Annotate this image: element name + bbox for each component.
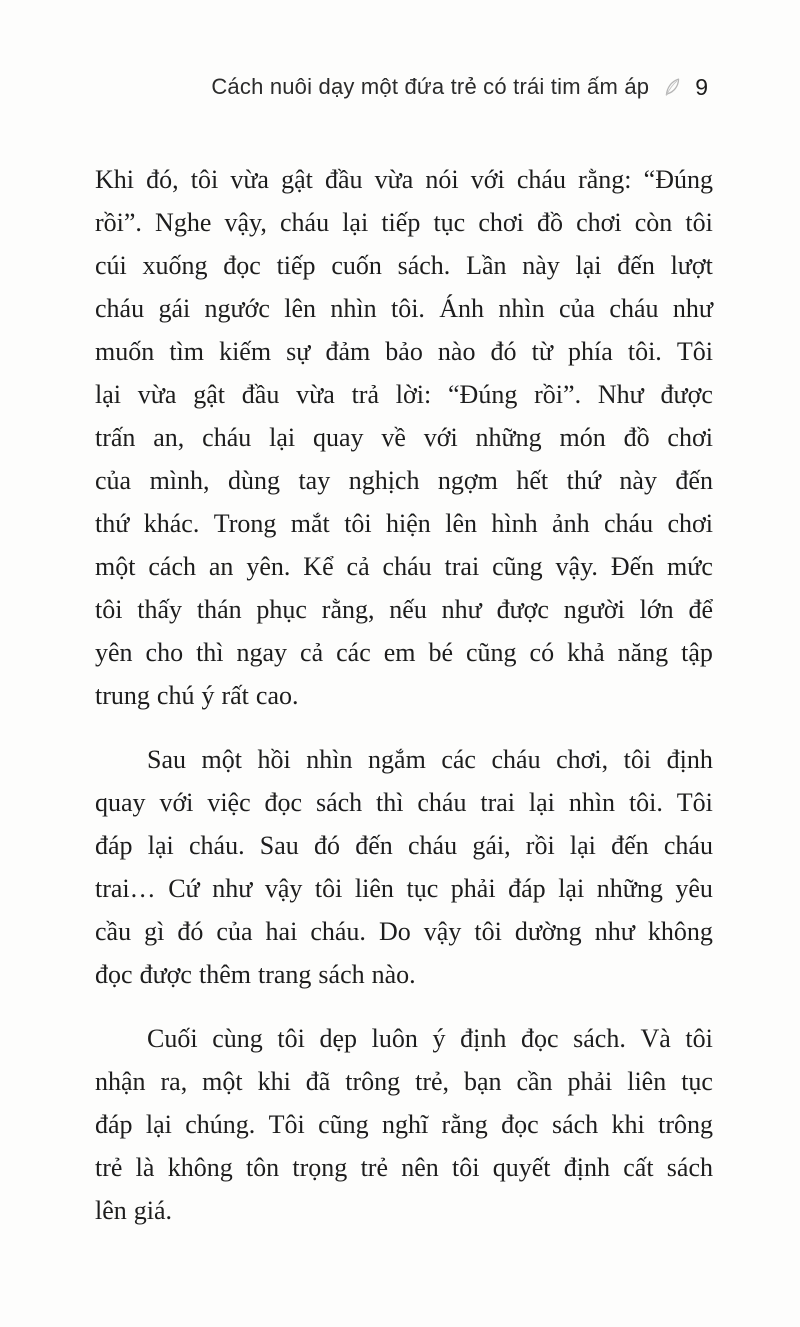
word: ngợm xyxy=(437,466,498,495)
leaf-icon xyxy=(660,75,684,99)
word: nếu xyxy=(389,595,427,624)
word: đó xyxy=(490,337,517,366)
word: em xyxy=(383,638,416,667)
text-line xyxy=(95,459,713,502)
word: đọc xyxy=(223,251,261,280)
word: rồi”. xyxy=(95,208,142,237)
word: ý xyxy=(201,681,215,710)
word: thứ xyxy=(566,466,601,495)
word: sách xyxy=(315,788,363,817)
word: như xyxy=(594,917,635,946)
word: nào xyxy=(437,337,476,366)
word: cất xyxy=(623,1153,654,1182)
word: tiếp xyxy=(276,251,316,280)
word: món xyxy=(559,423,606,452)
word: tôi xyxy=(685,1024,713,1053)
word: muốn xyxy=(95,337,155,366)
word: Lần xyxy=(466,251,507,280)
word: đến xyxy=(355,831,393,860)
word: khác. xyxy=(143,509,200,538)
word: lại xyxy=(269,423,296,452)
word: nên xyxy=(401,1153,439,1182)
word: các xyxy=(441,745,476,774)
paragraph xyxy=(95,1017,713,1232)
text-line xyxy=(95,244,713,287)
word: đến xyxy=(617,251,655,280)
word: nhìn xyxy=(306,745,353,774)
word: phải xyxy=(567,1067,613,1096)
text-line xyxy=(95,631,713,674)
word: trang xyxy=(257,960,312,989)
word: quay xyxy=(95,788,146,817)
word: Khi xyxy=(95,165,134,194)
word: Sau xyxy=(147,745,186,774)
word: này xyxy=(619,466,657,495)
word: trông xyxy=(658,1110,713,1139)
word: tôi. xyxy=(627,337,662,366)
word: cháu. xyxy=(310,917,366,946)
word: sách. xyxy=(573,1024,626,1053)
word: gật xyxy=(281,165,313,194)
word: tay xyxy=(298,466,331,495)
word: như xyxy=(672,294,713,323)
text-line xyxy=(95,287,713,330)
word: trọng xyxy=(292,1153,348,1182)
word: tôi xyxy=(623,745,652,774)
word: trai xyxy=(480,788,516,817)
word: dẹp xyxy=(319,1024,357,1053)
word: các xyxy=(336,638,371,667)
word: trai… xyxy=(95,874,156,903)
word: khả xyxy=(567,638,605,667)
word: cũng xyxy=(318,1110,369,1139)
word: hết xyxy=(516,466,549,495)
text-line xyxy=(95,1146,713,1189)
word: nhận xyxy=(95,1067,146,1096)
text-line xyxy=(95,545,713,588)
word: tục xyxy=(681,1067,713,1096)
word: cần xyxy=(516,1067,553,1096)
word: chơi xyxy=(667,423,713,452)
word: cháu xyxy=(609,294,659,323)
word: thêm xyxy=(198,960,251,989)
word: đọc xyxy=(501,1110,539,1139)
word: của xyxy=(558,294,596,323)
word: một xyxy=(202,1067,243,1096)
word: bé xyxy=(428,638,454,667)
word: khi xyxy=(257,1067,291,1096)
word: cháu xyxy=(95,294,145,323)
text-line xyxy=(95,953,713,996)
word: sách xyxy=(551,1110,599,1139)
word: chơi, xyxy=(556,745,609,774)
word: Ánh xyxy=(439,294,485,323)
word: rằng xyxy=(441,1110,488,1139)
word: an xyxy=(208,552,234,581)
word: Nghe xyxy=(155,208,212,237)
word: vừa xyxy=(230,165,269,194)
word: cháu. xyxy=(188,831,245,860)
word: kiếm xyxy=(219,337,272,366)
word: ảnh xyxy=(552,509,590,538)
text-line xyxy=(95,1103,713,1146)
paragraph xyxy=(95,158,713,717)
page-number: 9 xyxy=(695,73,708,100)
word: có xyxy=(529,638,555,667)
word: trẻ xyxy=(360,1153,388,1182)
word: đồ xyxy=(536,208,563,237)
word: lên xyxy=(445,509,477,538)
word: mức xyxy=(667,552,713,581)
word: chú xyxy=(156,681,195,710)
word: cháu xyxy=(408,831,458,860)
word: yên. xyxy=(246,552,291,581)
word: lớn xyxy=(639,595,674,624)
word: cháu xyxy=(202,423,252,452)
word: gật xyxy=(193,380,225,409)
word: cao. xyxy=(255,681,299,710)
word: trẻ, xyxy=(415,1067,450,1096)
word: tôi. xyxy=(390,294,425,323)
word: phải xyxy=(450,874,496,903)
word: định xyxy=(563,1153,610,1182)
word: cháu xyxy=(382,552,432,581)
word: những xyxy=(596,874,663,903)
word: định xyxy=(666,745,713,774)
word: là xyxy=(135,1153,155,1182)
text-line xyxy=(95,416,713,459)
word: đã xyxy=(305,1067,331,1096)
word: chơi xyxy=(478,208,524,237)
word: vừa xyxy=(137,380,177,409)
word: quyết xyxy=(492,1153,551,1182)
word: khi xyxy=(611,1110,645,1139)
word: không xyxy=(647,917,713,946)
word: bạn xyxy=(463,1067,502,1096)
word: như xyxy=(441,595,482,624)
word: để xyxy=(688,595,713,624)
word: Cứ xyxy=(168,874,200,903)
word: cả xyxy=(300,638,324,667)
word: từ xyxy=(531,337,553,366)
word: đọc xyxy=(95,960,133,989)
word: gì xyxy=(144,917,165,946)
word: ý xyxy=(432,1024,446,1053)
word: lời: xyxy=(395,380,432,409)
word: sách xyxy=(318,960,365,989)
word: nhìn xyxy=(568,788,616,817)
word: lên xyxy=(95,1196,127,1225)
word: cháu xyxy=(279,208,330,237)
word: lượt xyxy=(670,251,713,280)
word: liên xyxy=(354,874,394,903)
word: tôi xyxy=(277,1024,305,1053)
text-line xyxy=(95,738,713,781)
word: cháu xyxy=(663,831,713,860)
word: tôi xyxy=(685,208,713,237)
word: trung xyxy=(95,681,150,710)
word: cầu xyxy=(95,917,132,946)
word: Sau xyxy=(259,831,299,860)
word: một xyxy=(201,745,242,774)
word: mắt xyxy=(290,509,330,538)
text-line xyxy=(95,502,713,545)
text-line xyxy=(95,824,713,867)
word: cả xyxy=(346,552,370,581)
word: rằng, xyxy=(321,595,375,624)
word: liên xyxy=(627,1067,667,1096)
text-line xyxy=(95,674,713,717)
word: đáp xyxy=(508,874,546,903)
word: nhìn xyxy=(498,294,545,323)
word: tôi xyxy=(452,1153,480,1182)
paragraph xyxy=(95,738,713,996)
word: cháu xyxy=(516,165,566,194)
word: lại xyxy=(342,208,369,237)
word: này xyxy=(522,251,560,280)
word: ra, xyxy=(160,1067,188,1096)
word: với xyxy=(470,165,505,194)
word: trông xyxy=(345,1067,401,1096)
word: nghĩ xyxy=(381,1110,429,1139)
word: Như xyxy=(597,380,644,409)
word: chơi xyxy=(667,509,713,538)
word: rất xyxy=(221,681,249,710)
word: với xyxy=(159,788,194,817)
word: trấn xyxy=(95,423,136,452)
word: nghịch xyxy=(348,466,420,495)
word: trả xyxy=(351,380,379,409)
word: đọc xyxy=(520,1024,559,1053)
word: đến xyxy=(675,466,713,495)
word: được xyxy=(139,960,192,989)
word: người xyxy=(563,595,625,624)
word: thán xyxy=(196,595,242,624)
word: Tôi xyxy=(676,337,713,366)
word: lại xyxy=(95,380,121,409)
word: rồi xyxy=(525,831,555,860)
word: hai xyxy=(265,917,298,946)
word: năng xyxy=(617,638,669,667)
word: nhìn xyxy=(330,294,377,323)
word: lại xyxy=(147,831,174,860)
word: vậy. xyxy=(555,552,598,581)
word: luôn xyxy=(371,1024,418,1053)
word: Trong xyxy=(213,509,277,538)
word: vừa xyxy=(296,380,335,409)
word: lại xyxy=(145,1110,172,1139)
word: đọc xyxy=(264,788,303,817)
word: còn xyxy=(634,208,673,237)
word: an, xyxy=(153,423,185,452)
word: việc xyxy=(207,788,251,817)
word: vừa xyxy=(374,165,414,194)
word: ngay xyxy=(236,638,288,667)
word: giá. xyxy=(133,1196,173,1225)
text-line xyxy=(95,867,713,910)
word: thấy xyxy=(137,595,183,624)
word: thì xyxy=(196,638,224,667)
word: trai xyxy=(444,552,480,581)
word: nào. xyxy=(371,960,416,989)
word: cũng xyxy=(492,552,543,581)
word: Cuối xyxy=(147,1024,198,1053)
word: gái, xyxy=(472,831,511,860)
word: cháu xyxy=(491,745,541,774)
word: xuống xyxy=(142,251,208,280)
word: tiếp xyxy=(381,208,421,237)
word: quay xyxy=(312,423,364,452)
word: Đến xyxy=(610,552,655,581)
text-line xyxy=(95,1189,713,1232)
word: vậy xyxy=(423,917,462,946)
word: tập xyxy=(681,638,713,667)
word: Kể xyxy=(303,552,334,581)
word: tìm xyxy=(169,337,204,366)
word: với xyxy=(423,423,458,452)
word: tôi xyxy=(190,165,219,194)
word: lại xyxy=(528,788,555,817)
word: tôi xyxy=(95,595,123,624)
text-line xyxy=(95,373,713,416)
word: tôi xyxy=(474,917,502,946)
word: tôi. xyxy=(628,788,663,817)
word: Tôi xyxy=(676,788,713,817)
word: sách xyxy=(666,1153,713,1182)
word: lên xyxy=(284,294,317,323)
word: cháu xyxy=(417,788,467,817)
word: ngắm xyxy=(368,745,426,774)
word: cho xyxy=(145,638,184,667)
text-line xyxy=(95,330,713,373)
text-line xyxy=(95,781,713,824)
word: rồi”. xyxy=(534,380,582,409)
word: tôi xyxy=(314,874,343,903)
text-line xyxy=(95,1017,713,1060)
word: định xyxy=(460,1024,507,1053)
word: “Đúng xyxy=(643,165,713,194)
word: lại xyxy=(569,831,596,860)
word: vậy xyxy=(264,874,303,903)
word: đó xyxy=(314,831,341,860)
word: chúng. xyxy=(185,1110,256,1139)
word: được xyxy=(496,595,549,624)
word: nói xyxy=(425,165,459,194)
word: tục xyxy=(406,874,439,903)
word: phía xyxy=(568,337,613,366)
word: “Đúng xyxy=(448,380,518,409)
word: yên xyxy=(95,638,133,667)
word: đảm xyxy=(325,337,371,366)
running-title: Cách nuôi dạy một đứa trẻ có trái tim ấm áp xyxy=(211,74,650,99)
text-line xyxy=(95,1060,713,1103)
word: lại xyxy=(558,874,585,903)
word: dùng xyxy=(227,466,280,495)
word: của xyxy=(95,466,132,495)
word: cùng xyxy=(212,1024,263,1053)
word: những xyxy=(475,423,542,452)
word: Và xyxy=(640,1024,671,1053)
word: sự xyxy=(286,337,311,366)
body-text xyxy=(95,158,713,1232)
word: cuốn xyxy=(331,251,382,280)
word: yêu xyxy=(675,874,713,903)
word: rằng: xyxy=(578,165,632,194)
word: sách. xyxy=(397,251,451,280)
word: của xyxy=(216,917,253,946)
word: dường xyxy=(514,917,582,946)
word: cũng xyxy=(466,638,517,667)
text-line xyxy=(95,201,713,244)
word: phục xyxy=(256,595,307,624)
word: đầu xyxy=(241,380,280,409)
word: mình, xyxy=(149,466,210,495)
word: đồ xyxy=(623,423,650,452)
word: bảo xyxy=(385,337,423,366)
word: đáp xyxy=(95,831,133,860)
word: vậy, xyxy=(224,208,267,237)
word: cách xyxy=(148,552,196,581)
word: hiện xyxy=(386,509,431,538)
word: tôn xyxy=(245,1153,280,1182)
word: hình xyxy=(491,509,538,538)
word: cháu xyxy=(603,509,654,538)
word: hồi xyxy=(257,745,291,774)
word: không xyxy=(167,1153,233,1182)
word: đáp xyxy=(95,1110,133,1139)
word: thì xyxy=(376,788,404,817)
word: lại xyxy=(575,251,602,280)
text-line xyxy=(95,910,713,953)
word: tôi xyxy=(344,509,372,538)
word: được xyxy=(660,380,713,409)
word: đầu xyxy=(324,165,363,194)
word: đến xyxy=(611,831,649,860)
word: đó, xyxy=(146,165,179,194)
word: cúi xyxy=(95,251,127,280)
word: Do xyxy=(378,917,411,946)
word: trẻ xyxy=(95,1153,123,1182)
word: ngước xyxy=(204,294,270,323)
page-header xyxy=(95,72,708,102)
word: gái xyxy=(158,294,191,323)
word: về xyxy=(381,423,406,452)
word: thứ xyxy=(95,509,130,538)
text-line xyxy=(95,158,713,201)
word: đó xyxy=(177,917,204,946)
word: như xyxy=(212,874,253,903)
word: tục xyxy=(433,208,466,237)
word: chơi xyxy=(576,208,622,237)
text-line xyxy=(95,588,713,631)
word: Tôi xyxy=(268,1110,305,1139)
word: một xyxy=(95,552,136,581)
